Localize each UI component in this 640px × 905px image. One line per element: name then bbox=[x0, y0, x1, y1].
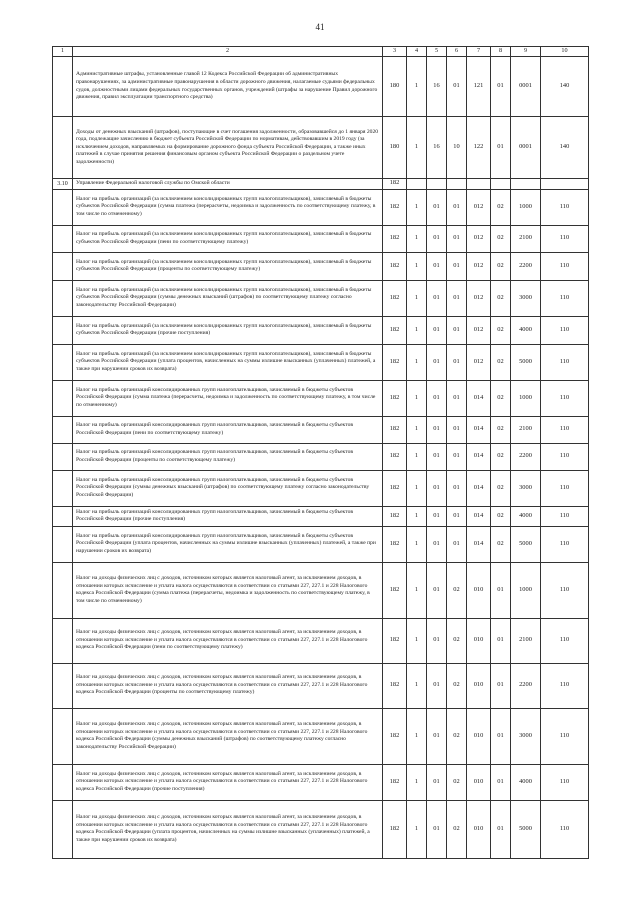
section-number bbox=[53, 470, 73, 506]
subtype-code: 4000 bbox=[511, 506, 541, 526]
subgroup-code: 01 bbox=[427, 344, 447, 380]
admin-code: 182 bbox=[383, 470, 407, 506]
table-row bbox=[53, 764, 589, 800]
section-number bbox=[53, 526, 73, 562]
section-number bbox=[53, 316, 73, 344]
table-body bbox=[53, 47, 589, 859]
column-number: 8 bbox=[491, 47, 511, 57]
element-code: 01 bbox=[491, 57, 511, 117]
table-row bbox=[53, 526, 589, 562]
element-code: 01 bbox=[491, 764, 511, 800]
income-description: Доходы от денежных взысканий (штрафов), поступающие в счет погашения задолженности, образовавшейся до 1 января 2020 года, подлежащие зачислению в бюджет субъекта Российской Федерации по нормативам, действовавшим в 2019 году (за исключением доходов, направляемых на формирование дорожного фонда субъекта Российской Федерации, а также иных платежей в случае принятия решения финансовым органом субъекта Российской Федерации о раздельном учете задолженности) bbox=[73, 117, 383, 179]
subarticle-code: 010 bbox=[467, 764, 491, 800]
analytic-group-code: 110 bbox=[541, 470, 589, 506]
admin-code: 182 bbox=[383, 416, 407, 443]
table-row bbox=[53, 252, 589, 280]
subarticle-code: 010 bbox=[467, 618, 491, 663]
subarticle-code: 121 bbox=[467, 57, 491, 117]
element-code: 01 bbox=[491, 663, 511, 708]
article-code: 02 bbox=[447, 800, 467, 858]
subarticle-code: 014 bbox=[467, 470, 491, 506]
subgroup-code: 01 bbox=[427, 708, 447, 764]
subtype-code: 4000 bbox=[511, 316, 541, 344]
admin-code: 182 bbox=[383, 800, 407, 858]
group-code: 1 bbox=[407, 416, 427, 443]
section-number bbox=[53, 280, 73, 316]
group-code: 1 bbox=[407, 316, 427, 344]
column-number: 7 bbox=[467, 47, 491, 57]
admin-code: 182 bbox=[383, 316, 407, 344]
income-description: Налог на прибыль организаций консолидированных групп налогоплательщиков, зачисляемый в бюджеты субъектов Российской Федерации (суммы денежных взысканий (штрафов) по соответствующему платежу согласно законодательству Российской Федерации) bbox=[73, 470, 383, 506]
subgroup-code: 01 bbox=[427, 764, 447, 800]
income-description: Налог на прибыль организаций (за исключением консолидированных групп налогоплательщиков), зачисляемый в бюджеты субъектов Российской Федерации (пени по соответствующему платежу) bbox=[73, 225, 383, 252]
table-row bbox=[53, 562, 589, 618]
section-number bbox=[53, 708, 73, 764]
section-number bbox=[53, 800, 73, 858]
subarticle-code: 014 bbox=[467, 506, 491, 526]
subarticle-code: 012 bbox=[467, 316, 491, 344]
analytic-group-code bbox=[541, 179, 589, 190]
subarticle-code: 010 bbox=[467, 800, 491, 858]
section-number bbox=[53, 618, 73, 663]
admin-code: 180 bbox=[383, 117, 407, 179]
article-code: 01 bbox=[447, 344, 467, 380]
group-code: 1 bbox=[407, 663, 427, 708]
page-number: 41 bbox=[315, 22, 325, 32]
subarticle-code: 010 bbox=[467, 562, 491, 618]
group-code: 1 bbox=[407, 708, 427, 764]
column-number: 4 bbox=[407, 47, 427, 57]
subgroup-code: 01 bbox=[427, 280, 447, 316]
element-code: 02 bbox=[491, 443, 511, 470]
group-code: 1 bbox=[407, 443, 427, 470]
admin-code: 182 bbox=[383, 189, 407, 225]
group-code: 1 bbox=[407, 380, 427, 416]
analytic-group-code: 110 bbox=[541, 562, 589, 618]
group-code: 1 bbox=[407, 57, 427, 117]
subarticle-code: 012 bbox=[467, 280, 491, 316]
article-code: 01 bbox=[447, 225, 467, 252]
subtype-code: 2200 bbox=[511, 252, 541, 280]
subtype-code: 2100 bbox=[511, 225, 541, 252]
analytic-group-code: 110 bbox=[541, 344, 589, 380]
table-row bbox=[53, 416, 589, 443]
article-code: 01 bbox=[447, 189, 467, 225]
column-number: 5 bbox=[427, 47, 447, 57]
subarticle-code: 010 bbox=[467, 663, 491, 708]
table-row bbox=[53, 280, 589, 316]
subgroup-code: 16 bbox=[427, 57, 447, 117]
income-description: Налог на прибыль организаций консолидированных групп налогоплательщиков, зачисляемый в бюджеты субъектов Российской Федерации (прочие поступления) bbox=[73, 506, 383, 526]
element-code: 02 bbox=[491, 316, 511, 344]
subtype-code: 5000 bbox=[511, 800, 541, 858]
article-code: 01 bbox=[447, 470, 467, 506]
table-row bbox=[53, 800, 589, 858]
income-description: Налог на доходы физических лиц с доходов, источником которых является налоговый агент, за исключением доходов, в отношении которых исчисление и уплата налога осуществляются в соответствии со статьями 227, 227.1 и 228 Налогового кодекса Российской Федерации (проценты по соответствующему платежу) bbox=[73, 663, 383, 708]
element-code: 02 bbox=[491, 470, 511, 506]
income-description: Налог на прибыль организаций (за исключением консолидированных групп налогоплательщиков), зачисляемый в бюджеты субъектов Российской Федерации (суммы денежных взысканий (штрафов) по соответствующему платежу согласно законодательству Российской Федерации) bbox=[73, 280, 383, 316]
analytic-group-code: 110 bbox=[541, 416, 589, 443]
table-row bbox=[53, 344, 589, 380]
group-code: 1 bbox=[407, 526, 427, 562]
analytic-group-code: 110 bbox=[541, 506, 589, 526]
analytic-group-code: 140 bbox=[541, 57, 589, 117]
subgroup-code: 01 bbox=[427, 252, 447, 280]
subarticle-code: 012 bbox=[467, 189, 491, 225]
subtype-code: 1000 bbox=[511, 562, 541, 618]
subtype-code: 2100 bbox=[511, 618, 541, 663]
element-code: 01 bbox=[491, 708, 511, 764]
subtype-code: 2100 bbox=[511, 416, 541, 443]
subtype-code: 1000 bbox=[511, 380, 541, 416]
article-code: 01 bbox=[447, 280, 467, 316]
table-row bbox=[53, 470, 589, 506]
article-code: 02 bbox=[447, 663, 467, 708]
group-code: 1 bbox=[407, 618, 427, 663]
group-code: 1 bbox=[407, 252, 427, 280]
analytic-group-code: 110 bbox=[541, 618, 589, 663]
table-row bbox=[53, 57, 589, 117]
analytic-group-code: 110 bbox=[541, 443, 589, 470]
group-code: 1 bbox=[407, 117, 427, 179]
element-code: 02 bbox=[491, 416, 511, 443]
income-description: Налог на прибыль организаций консолидированных групп налогоплательщиков, зачисляемый в бюджеты субъектов Российской Федерации (проценты по соответствующему платежу) bbox=[73, 443, 383, 470]
admin-code: 182 bbox=[383, 179, 407, 190]
subgroup-code: 01 bbox=[427, 618, 447, 663]
subgroup-code: 01 bbox=[427, 416, 447, 443]
subarticle-code: 014 bbox=[467, 380, 491, 416]
table-row bbox=[53, 380, 589, 416]
subtype-code: 1000 bbox=[511, 189, 541, 225]
subarticle-code bbox=[467, 179, 491, 190]
group-code: 1 bbox=[407, 280, 427, 316]
table-row bbox=[53, 506, 589, 526]
subtype-code: 2200 bbox=[511, 663, 541, 708]
group-code: 1 bbox=[407, 764, 427, 800]
subtype-code: 0001 bbox=[511, 117, 541, 179]
article-code: 01 bbox=[447, 443, 467, 470]
element-code: 02 bbox=[491, 506, 511, 526]
analytic-group-code: 110 bbox=[541, 663, 589, 708]
admin-code: 182 bbox=[383, 280, 407, 316]
article-code: 01 bbox=[447, 316, 467, 344]
table-row bbox=[53, 117, 589, 179]
section-number bbox=[53, 416, 73, 443]
admin-code: 182 bbox=[383, 344, 407, 380]
subarticle-code: 014 bbox=[467, 526, 491, 562]
subgroup-code: 01 bbox=[427, 443, 447, 470]
column-number: 9 bbox=[511, 47, 541, 57]
table-row bbox=[53, 663, 589, 708]
article-code: 01 bbox=[447, 416, 467, 443]
admin-code: 182 bbox=[383, 443, 407, 470]
group-code: 1 bbox=[407, 506, 427, 526]
income-description: Налог на доходы физических лиц с доходов, источником которых является налоговый агент, за исключением доходов, в отношении которых исчисление и уплата налога осуществляются в соответствии со статьями 227, 227.1 и 228 Налогового кодекса Российской Федерации (сумма платежа (перерасчеты, недоимка и задолженность по соответствующему платежу, в том числе по отмененному) bbox=[73, 562, 383, 618]
subtype-code: 3000 bbox=[511, 708, 541, 764]
column-number-row bbox=[53, 47, 589, 57]
analytic-group-code: 110 bbox=[541, 225, 589, 252]
article-code: 01 bbox=[447, 380, 467, 416]
group-code bbox=[407, 179, 427, 190]
article-code: 01 bbox=[447, 57, 467, 117]
group-code: 1 bbox=[407, 562, 427, 618]
income-description: Налог на прибыль организаций (за исключением консолидированных групп налогоплательщиков), зачисляемый в бюджеты субъектов Российской Федерации (уплата процентов, начисленных на суммы излишне взысканных (уплаченных) платежей, а также при нарушении сроков их возврата) bbox=[73, 344, 383, 380]
element-code: 02 bbox=[491, 252, 511, 280]
column-number: 10 bbox=[541, 47, 589, 57]
subgroup-code bbox=[427, 179, 447, 190]
subgroup-code: 01 bbox=[427, 506, 447, 526]
income-description: Налог на прибыль организаций (за исключением консолидированных групп налогоплательщиков), зачисляемый в бюджеты субъектов Российской Федерации (сумма платежа (перерасчеты, недоимка и задолженность по соответствующему платежу, в том числе по отмененному) bbox=[73, 189, 383, 225]
element-code: 02 bbox=[491, 380, 511, 416]
section-number: 3.10 bbox=[53, 179, 73, 190]
admin-code: 182 bbox=[383, 506, 407, 526]
subgroup-code: 01 bbox=[427, 562, 447, 618]
element-code: 02 bbox=[491, 189, 511, 225]
analytic-group-code: 110 bbox=[541, 189, 589, 225]
table-row bbox=[53, 443, 589, 470]
table-row bbox=[53, 708, 589, 764]
subarticle-code: 012 bbox=[467, 252, 491, 280]
subgroup-code: 01 bbox=[427, 380, 447, 416]
section-number bbox=[53, 252, 73, 280]
income-description: Налог на доходы физических лиц с доходов, источником которых является налоговый агент, за исключением доходов, в отношении которых исчисление и уплата налога осуществляются в соответствии со статьями 227, 227.1 и 228 Налогового кодекса Российской Федерации (суммы денежных взысканий (штрафов) по соответствующему платежу согласно законодательству Российской Федерации) bbox=[73, 708, 383, 764]
article-code: 01 bbox=[447, 252, 467, 280]
admin-code: 182 bbox=[383, 562, 407, 618]
subtype-code: 3000 bbox=[511, 280, 541, 316]
admin-code: 182 bbox=[383, 252, 407, 280]
section-number bbox=[53, 344, 73, 380]
column-number: 3 bbox=[383, 47, 407, 57]
income-description: Налог на доходы физических лиц с доходов, источником которых является налоговый агент, за исключением доходов, в отношении которых исчисление и уплата налога осуществляются в соответствии со статьями 227, 227.1 и 228 Налогового кодекса Российской Федерации (уплата процентов, начисленных на суммы излишне взысканных (уплаченных) платежей, а также при нарушении сроков их возврата) bbox=[73, 800, 383, 858]
element-code: 02 bbox=[491, 225, 511, 252]
section-number bbox=[53, 57, 73, 117]
subtype-code: 5000 bbox=[511, 526, 541, 562]
table-row bbox=[53, 179, 589, 190]
income-description: Налог на прибыль организаций (за исключением консолидированных групп налогоплательщиков), зачисляемый в бюджеты субъектов Российской Федерации (проценты по соответствующему платежу) bbox=[73, 252, 383, 280]
column-number: 6 bbox=[447, 47, 467, 57]
subtype-code: 5000 bbox=[511, 344, 541, 380]
subtype-code: 4000 bbox=[511, 764, 541, 800]
section-number bbox=[53, 764, 73, 800]
article-code: 02 bbox=[447, 562, 467, 618]
analytic-group-code: 110 bbox=[541, 764, 589, 800]
admin-code: 182 bbox=[383, 225, 407, 252]
section-number bbox=[53, 562, 73, 618]
admin-code: 180 bbox=[383, 57, 407, 117]
subgroup-code: 01 bbox=[427, 316, 447, 344]
admin-code: 182 bbox=[383, 663, 407, 708]
subtype-code bbox=[511, 179, 541, 190]
element-code: 01 bbox=[491, 117, 511, 179]
subtype-code: 0001 bbox=[511, 57, 541, 117]
section-number bbox=[53, 189, 73, 225]
subgroup-code: 01 bbox=[427, 189, 447, 225]
table-row bbox=[53, 189, 589, 225]
element-code: 01 bbox=[491, 562, 511, 618]
element-code bbox=[491, 179, 511, 190]
admin-code: 182 bbox=[383, 764, 407, 800]
subgroup-code: 01 bbox=[427, 663, 447, 708]
income-description: Налог на доходы физических лиц с доходов, источником которых является налоговый агент, за исключением доходов, в отношении которых исчисление и уплата налога осуществляются в соответствии со статьями 227, 227.1 и 228 Налогового кодекса Российской Федерации (прочие поступления) bbox=[73, 764, 383, 800]
element-code: 01 bbox=[491, 800, 511, 858]
subgroup-code: 01 bbox=[427, 526, 447, 562]
income-description: Налог на доходы физических лиц с доходов, источником которых является налоговый агент, за исключением доходов, в отношении которых исчисление и уплата налога осуществляются в соответствии со статьями 227, 227.1 и 228 Налогового кодекса Российской Федерации (пени по соответствующему платежу) bbox=[73, 618, 383, 663]
section-number bbox=[53, 225, 73, 252]
section-number bbox=[53, 117, 73, 179]
group-code: 1 bbox=[407, 470, 427, 506]
article-code: 01 bbox=[447, 526, 467, 562]
section-number bbox=[53, 663, 73, 708]
column-number: 1 bbox=[53, 47, 73, 57]
element-code: 02 bbox=[491, 280, 511, 316]
subgroup-code: 01 bbox=[427, 225, 447, 252]
element-code: 02 bbox=[491, 344, 511, 380]
group-code: 1 bbox=[407, 225, 427, 252]
article-code: 01 bbox=[447, 506, 467, 526]
income-description: Налог на прибыль организаций консолидированных групп налогоплательщиков, зачисляемый в бюджеты субъектов Российской Федерации (сумма платежа (перерасчеты, недоимка и задолженность по соответствующему платежу, в том числе по отмененному) bbox=[73, 380, 383, 416]
admin-code: 182 bbox=[383, 708, 407, 764]
section-number bbox=[53, 506, 73, 526]
income-description: Административные штрафы, установленные главой 12 Кодекса Российской Федерации об административных правонарушениях, за административные правонарушения в области дорожного движения, налагаемые судьями федеральных судов, должностными лицами федеральных государственных органов, учреждений (штрафы за нарушение Правил дорожного движения, правил эксплуатации транспортного средства) bbox=[73, 57, 383, 117]
admin-code: 182 bbox=[383, 380, 407, 416]
table-row bbox=[53, 225, 589, 252]
analytic-group-code: 110 bbox=[541, 800, 589, 858]
table-row bbox=[53, 316, 589, 344]
subarticle-code: 012 bbox=[467, 344, 491, 380]
admin-code: 182 bbox=[383, 526, 407, 562]
subgroup-code: 01 bbox=[427, 800, 447, 858]
subarticle-code: 012 bbox=[467, 225, 491, 252]
subarticle-code: 014 bbox=[467, 443, 491, 470]
column-number: 2 bbox=[73, 47, 383, 57]
income-description: Налог на прибыль организаций консолидированных групп налогоплательщиков, зачисляемый в бюджеты субъектов Российской Федерации (пени по соответствующему платежу) bbox=[73, 416, 383, 443]
subarticle-code: 014 bbox=[467, 416, 491, 443]
element-code: 01 bbox=[491, 618, 511, 663]
subarticle-code: 122 bbox=[467, 117, 491, 179]
revenue-classification-table bbox=[52, 46, 589, 859]
subgroup-code: 16 bbox=[427, 117, 447, 179]
analytic-group-code: 110 bbox=[541, 526, 589, 562]
analytic-group-code: 110 bbox=[541, 252, 589, 280]
group-code: 1 bbox=[407, 189, 427, 225]
subarticle-code: 010 bbox=[467, 708, 491, 764]
analytic-group-code: 110 bbox=[541, 708, 589, 764]
income-description: Налог на прибыль организаций (за исключением консолидированных групп налогоплательщиков), зачисляемый в бюджеты субъектов Российской Федерации (прочие поступления) bbox=[73, 316, 383, 344]
analytic-group-code: 110 bbox=[541, 316, 589, 344]
subtype-code: 2200 bbox=[511, 443, 541, 470]
subtype-code: 3000 bbox=[511, 470, 541, 506]
article-code: 10 bbox=[447, 117, 467, 179]
analytic-group-code: 140 bbox=[541, 117, 589, 179]
income-description: Налог на прибыль организаций консолидированных групп налогоплательщиков, зачисляемый в бюджеты субъектов Российской Федерации (уплата процентов, начисленных на суммы излишне взысканных (уплаченных) платежей, а также при нарушении сроков их возврата) bbox=[73, 526, 383, 562]
section-number bbox=[53, 380, 73, 416]
article-code: 02 bbox=[447, 618, 467, 663]
element-code: 02 bbox=[491, 526, 511, 562]
income-description: Управление Федеральной налоговой службы по Омской области bbox=[73, 179, 383, 190]
group-code: 1 bbox=[407, 800, 427, 858]
article-code: 02 bbox=[447, 764, 467, 800]
table-row bbox=[53, 618, 589, 663]
analytic-group-code: 110 bbox=[541, 280, 589, 316]
admin-code: 182 bbox=[383, 618, 407, 663]
article-code bbox=[447, 179, 467, 190]
section-number bbox=[53, 443, 73, 470]
article-code: 02 bbox=[447, 708, 467, 764]
analytic-group-code: 110 bbox=[541, 380, 589, 416]
group-code: 1 bbox=[407, 344, 427, 380]
subgroup-code: 01 bbox=[427, 470, 447, 506]
